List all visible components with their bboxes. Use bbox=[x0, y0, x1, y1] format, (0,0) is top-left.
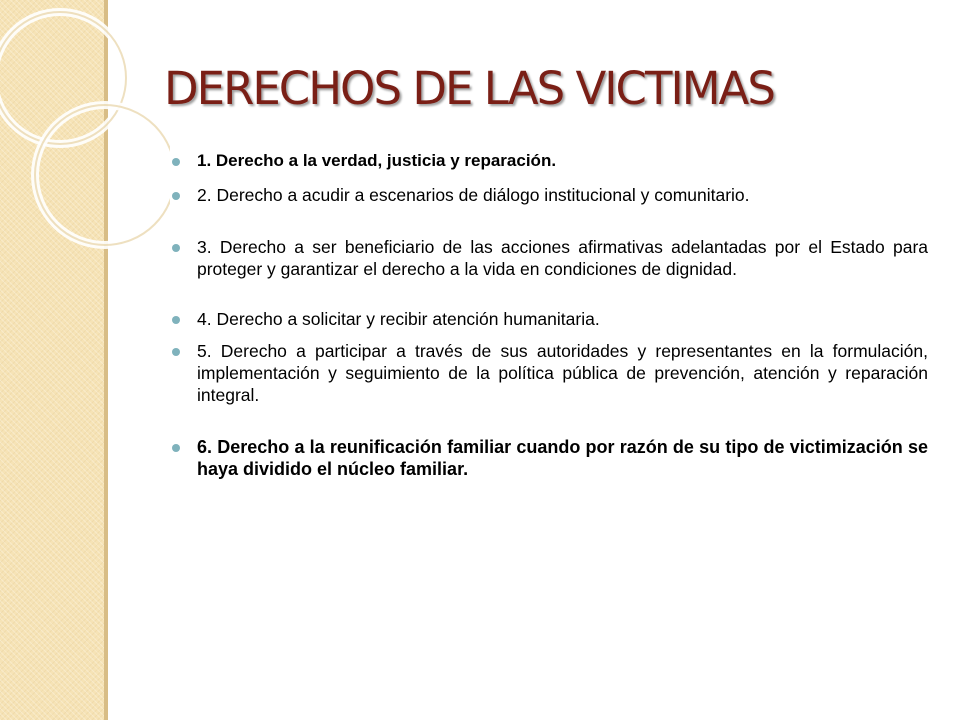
rights-list bbox=[172, 150, 928, 480]
list-item: 4. Derecho a solicitar y recibir atención humanitaria. bbox=[172, 308, 928, 330]
decorative-rings bbox=[0, 0, 170, 260]
list-item: 2. Derecho a acudir a escenarios de diálogo institucional y comunitario. bbox=[172, 184, 928, 206]
list-item: 3. Derecho a ser beneficiario de las acciones afirmativas adelantadas por el Estado para proteger y garantizar el derecho a la vida en condiciones de dignidad. bbox=[172, 236, 928, 280]
slide-title: DERECHOS DE LAS VICTIMAS bbox=[164, 62, 774, 115]
list-item: 1. Derecho a la verdad, justicia y reparación. bbox=[172, 150, 928, 172]
list-item: 5. Derecho a participar a través de sus autoridades y representantes en la formulación, implementación y seguimiento de la política pública de prevención, atención y reparación integral. bbox=[172, 340, 928, 406]
list-item: 6. Derecho a la reunificación familiar cuando por razón de su tipo de victimización se haya dividido el núcleo familiar. bbox=[172, 436, 928, 480]
